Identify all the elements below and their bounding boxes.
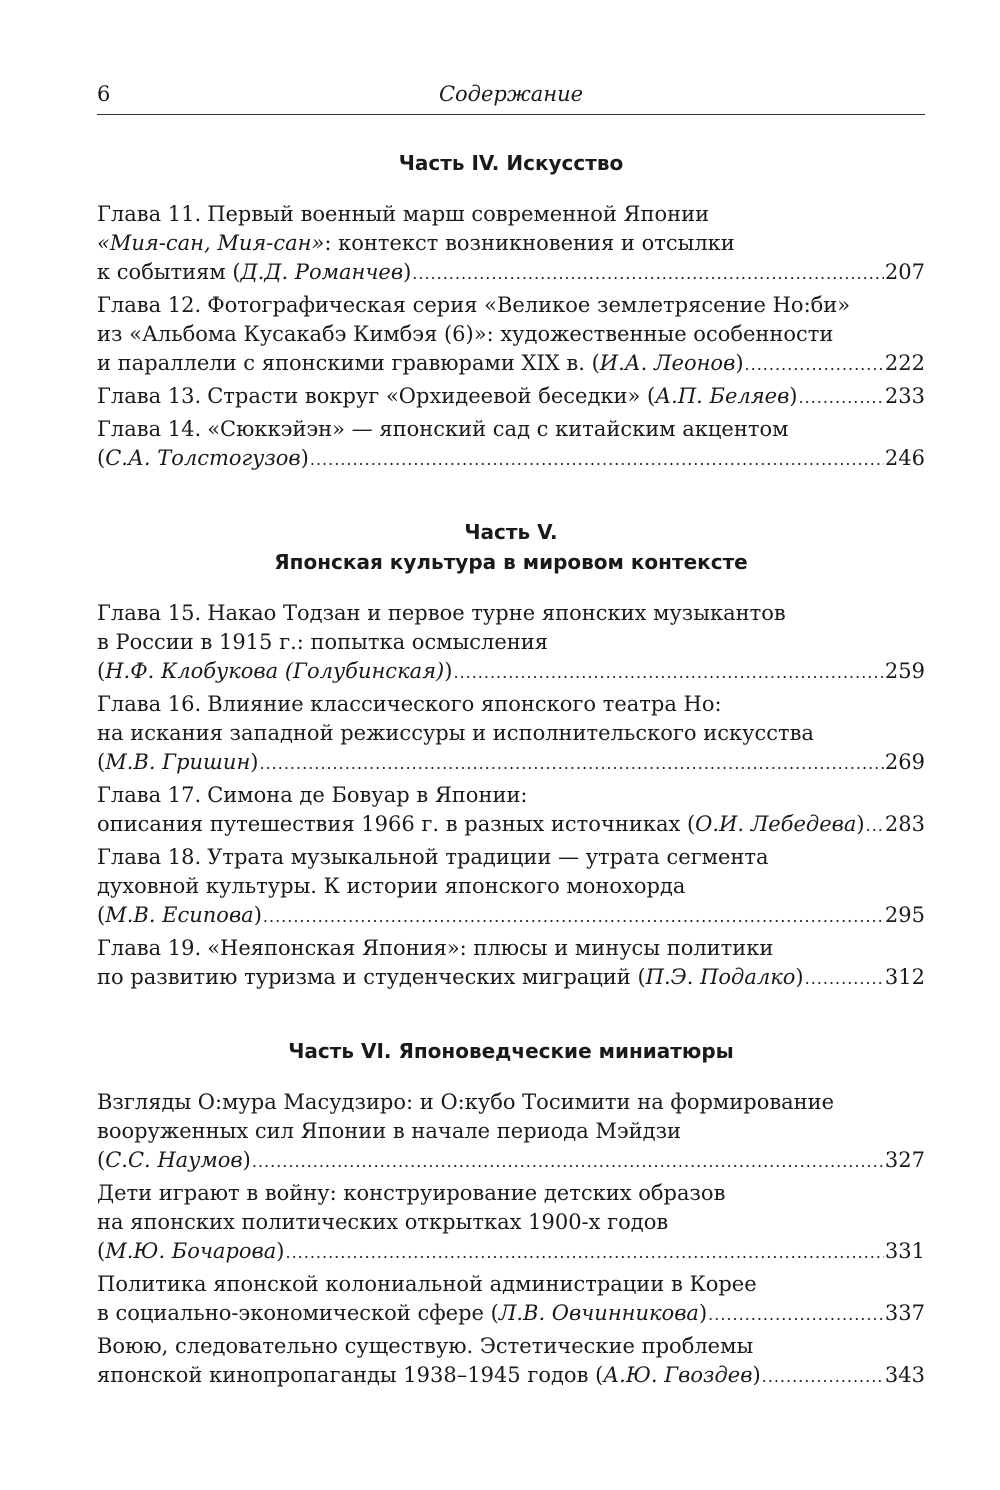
page-ref: 233 [884,384,925,408]
toc-entry: Дети играют в войну: конструирование детских образов на японских политических открытках 1900-х годов ( М.Ю. Бочарова ) ..... 331 [97,1179,925,1267]
page-ref: 337 [884,1301,925,1325]
section-title: Часть V. Японская культура в мировом контексте [274,520,748,574]
page-ref: 331 [884,1239,925,1263]
entry-title-line: японской кинопропаганды 1938–1945 годов ( [97,1363,604,1387]
dot-leader [799,383,884,412]
entry-title-line: на искания западной режиссуры и исполнительского искусства [97,721,814,745]
entry-title-line: по развитию туризма и студенческих миграций ( [97,965,646,989]
entry-title-line: духовной культуры. К истории японского монохорда [97,874,686,898]
entry-author: О.И. Лебедева [695,812,857,836]
entry-title-line: : контекст возникновения и отсылки [324,231,735,255]
chapter-label: Глава 17. [97,783,202,807]
entry-title-line: в России в 1915 г.: попытка осмысления [97,630,549,654]
dot-leader [453,658,883,687]
entry-title-line: вооруженных сил Японии в начале периода Мэйдзи [97,1119,682,1143]
entry-author: А.П. Беляев [655,384,790,408]
page-ref: 283 [884,812,925,836]
toc-entry: Взгляды О:мура Масудзиро: и О:кубо Тосимити на формирование вооруженных сил Японии в начале периода Мэйдзи ( С.С. Наумов ) ..... 327 [97,1088,925,1176]
chapter-label: Глава 19. [97,936,202,960]
chapter-label: Глава 18. [97,845,202,869]
chapter-label: Глава 11. [97,202,202,226]
entry-title-line: на японских политических открытках 1900-х годов [97,1210,669,1234]
entry-title-line: «Сюккэйэн» — японский сад с китайским акцентом [207,417,789,441]
dot-leader [263,902,884,931]
entry-author: Д.Д. Романчев [240,260,404,284]
dot-leader [762,1362,884,1391]
toc-entry: Глава 15. Накао Тодзан и первое турне японских музыкантов в России в 1915 г.: попытка осмысления ( Н.Ф. Клобукова (Голубинская) ) ..... 259 [97,599,925,687]
entry-author: М.Ю. Бочарова [105,1239,277,1263]
entry-title-line: в социально-экономической сфере ( [97,1301,499,1325]
entry-author: М.В. Есипова [105,903,254,927]
toc-entry: Глава 13. Страсти вокруг «Орхидеевой беседки» ( А.П. Беляев ) ..... 233 [97,382,925,412]
entry-author: Н.Ф. Клобукова (Голубинская) [105,659,445,683]
entry-title-line: к событиям ( [97,260,241,284]
running-title: Содержание [438,82,584,106]
entry-title-line: Политика японской колониальной администрации в Корее [97,1272,757,1296]
chapter-label: Глава 12. [97,293,202,317]
chapter-label: Глава 16. [97,692,202,716]
dot-leader [866,811,884,840]
entry-author: И.А. Леонов [599,351,736,375]
toc-entry: Глава 18. Утрата музыкальной традиции — утрата сегмента духовной культуры. К истории японского монохорда ( М.В. Есипова ) ..... 295 [97,843,925,931]
chapter-label: Глава 14. [97,417,202,441]
page-ref: 312 [884,965,925,989]
entry-author: Л.В. Овчинникова [498,1301,699,1325]
entry-author: С.А. Толстогузов [105,446,301,470]
page-ref: 222 [884,351,925,375]
entry-title-line: Накао Тодзан и первое турне японских музыкантов [207,601,786,625]
page-ref: 295 [884,903,925,927]
toc-entry: Глава 17. Симона де Бовуар в Японии: описания путешествия 1966 г. в разных источниках ( О.И. Лебедева ) ..... 283 [97,781,925,840]
entry-title-line: из «Альбома Кусакабэ Кимбэя (6)»: художественные особенности [97,322,834,346]
entry-author: П.Э. Подалко [645,965,796,989]
entry-title-line: Утрата музыкальной традиции — утрата сегмента [207,845,769,869]
dot-leader [745,350,884,379]
chapter-label: Глава 13. [97,384,202,408]
running-header [97,78,925,115]
toc-entry: Глава 14. «Сюккэйэн» — японский сад с китайским акцентом ( С.А. Толстогузов ) ..... 246 [97,415,925,474]
toc-entry: Глава 19. «Неяпонская Япония»: плюсы и минусы политики по развитию туризма и студенческих миграций ( П.Э. Подалко ) ..... 312 [97,934,925,993]
dot-leader [285,1238,883,1267]
dot-leader [805,964,884,993]
section-title: Часть VI. Японоведческие миниатюры [288,1039,734,1063]
toc-entry: Глава 11. Первый военный марш современной Японии «Мия-сан, Мия-сан»: контекст возникновения и отсылки к событиям ( Д.Д. Романчев ) ..... 207 [97,200,925,288]
entry-title-italic: «Мия-сан, Мия-сан» [97,231,325,255]
dot-leader [260,749,884,778]
toc-entry: Глава 12. Фотографическая серия «Великое землетрясение Но:би» из «Альбома Кусакабэ Кимбэя (6)»: художественные особенности и параллели с японскими гравюрами XIX в. ( И.А. Леонов ) ..... 222 [97,291,925,379]
entry-title-line: и параллели с японскими гравюрами XIX в. ( [97,351,600,375]
table-of-contents [97,148,925,1394]
page-ref: 327 [884,1148,925,1172]
page-ref: 207 [884,260,925,284]
entry-title-line: Воюю, следовательно существую. Эстетические проблемы [97,1334,754,1358]
entry-author: А.Ю. Гвоздев [603,1363,753,1387]
page-ref: 269 [884,750,925,774]
section-title: Часть IV. Искусство [398,151,624,175]
page-number: 6 [97,82,111,106]
entry-author: С.С. Наумов [105,1148,243,1172]
entry-title-line: Фотографическая серия «Великое землетрясение Но:би» [207,293,851,317]
entry-title-line: Симона де Бовуар в Японии: [207,783,528,807]
toc-entry: Политика японской колониальной администрации в Корее в социально-экономической сфере ( Л.В. Овчинникова ) ..... 337 [97,1270,925,1329]
page-ref: 246 [884,446,925,470]
entry-title-line: Первый военный марш современной Японии [207,202,710,226]
entry-title-line: «Неяпонская Япония»: плюсы и минусы политики [207,936,774,960]
dot-leader [412,259,884,288]
entry-title-line: Дети играют в войну: конструирование детских образов [97,1181,726,1205]
dot-leader [252,1147,884,1176]
entry-title-line: описания путешествия 1966 г. в разных источниках ( [97,812,696,836]
toc-entry: Глава 16. Влияние классического японского театра Но: на искания западной режиссуры и исполнительского искусства ( М.В. Гришин ) ..... 269 [97,690,925,778]
entry-title-line: Влияние классического японского театра Но: [207,692,722,716]
page-ref: 343 [884,1363,925,1387]
toc-entry: Воюю, следовательно существую. Эстетические проблемы японской кинопропаганды 1938–1945 годов ( А.Ю. Гвоздев ) ..... 343 [97,1332,925,1391]
page-ref: 259 [884,659,925,683]
entry-title-line: Страсти вокруг «Орхидеевой беседки» ( [207,384,656,408]
chapter-label: Глава 15. [97,601,202,625]
dot-leader [310,445,884,474]
entry-title-line: Взгляды О:мура Масудзиро: и О:кубо Тосимити на формирование [97,1090,835,1114]
entry-author: М.В. Гришин [105,750,251,774]
dot-leader [708,1300,884,1329]
